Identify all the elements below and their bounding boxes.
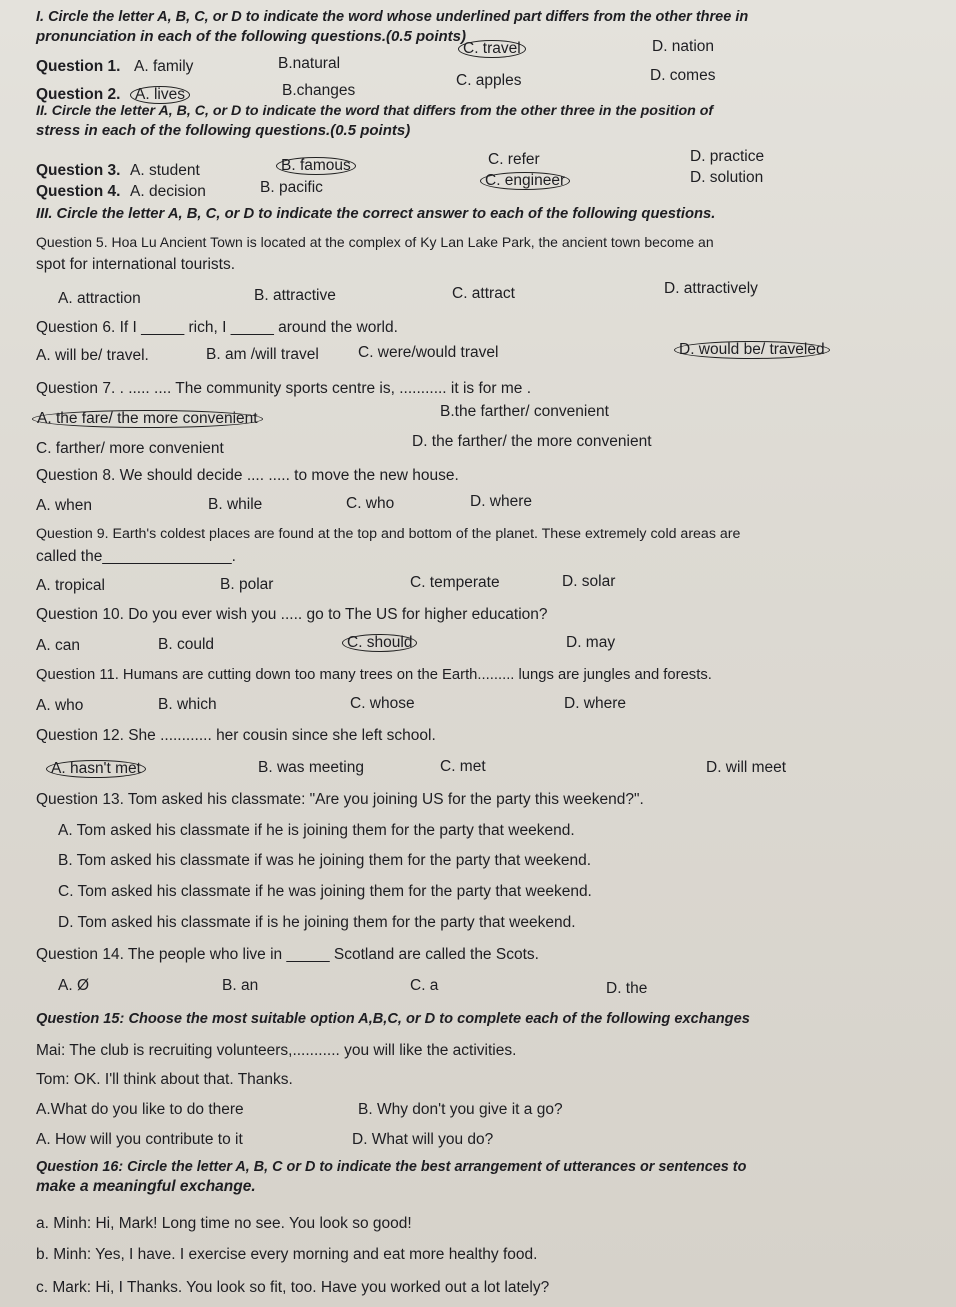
q8-text: Question 8. We should decide .... ..... to move the new house.: [36, 467, 459, 484]
q2-option-d: D. comes: [650, 67, 716, 84]
q1-selected-answer: C. travel: [458, 40, 526, 58]
q4-label: Question 4.: [36, 183, 121, 200]
q11-option-b: B. which: [158, 696, 217, 713]
q8-option-d: D. where: [470, 493, 533, 510]
q2-selected-answer: A. lives: [130, 86, 190, 104]
section-1-heading: I. Circle the letter A, B, C, or D to indicate the word whose underlined part differs from the other three in: [36, 9, 749, 25]
q12-selected-answer: A. hasn't met: [46, 760, 146, 778]
q7-option-c: C. farther/ more convenient: [36, 440, 224, 457]
q3-option-c: C. refer: [488, 151, 540, 168]
q6-option-d: [678, 341, 830, 359]
q13-option-a: A. Tom asked his classmate if he is joining them for the party that weekend.: [58, 822, 575, 839]
q14-option-d: D. the: [606, 980, 648, 997]
q6-selected-answer: D. would be/ traveled: [674, 341, 830, 359]
q10-option-a: A. can: [36, 637, 80, 654]
q5-option-c: C. attract: [452, 285, 515, 302]
q12-option-b: B. was meeting: [258, 759, 364, 776]
q6-option-a: A. will be/ travel.: [36, 347, 149, 364]
q13-option-c: C. Tom asked his classmate if he was joining them for the party that weekend.: [58, 883, 592, 900]
q1-option-c: [462, 40, 526, 58]
section-2-heading-cont: stress in each of the following questions.(0.5 points): [36, 122, 411, 139]
q1-label: Question 1.: [36, 58, 121, 75]
q7-option-d: D. the farther/ the more convenient: [412, 433, 652, 450]
section-3-heading: III. Circle the letter A, B, C, or D to indicate the correct answer to each of the following questions.: [36, 206, 716, 222]
q2-option-b: B.changes: [282, 82, 356, 99]
q12-option-d: D. will meet: [706, 759, 787, 776]
q9-option-b: B. polar: [220, 576, 274, 593]
q16-line-a: a. Minh: Hi, Mark! Long time no see. You look so good!: [36, 1215, 412, 1232]
q4-option-c: [484, 172, 570, 190]
q6-option-b: B. am /will travel: [206, 346, 319, 363]
q14-text: Question 14. The people who live in _____ Scotland are called the Scots.: [36, 946, 539, 963]
q11-option-d: D. where: [564, 695, 627, 712]
q13-option-d: D. Tom asked his classmate if is he joining them for the party that weekend.: [58, 914, 576, 931]
q5-option-b: B. attractive: [254, 287, 336, 304]
q15-option-a: A.What do you like to do there: [36, 1101, 244, 1118]
q11-text: Question 11. Humans are cutting down too many trees on the Earth......... lungs are jungles and forests.: [36, 667, 712, 683]
q12-option-a: [50, 760, 146, 778]
q3-option-b: [280, 157, 356, 175]
q7-selected-answer: A. the fare/ the more convenient: [32, 410, 263, 428]
section-1-heading-cont: pronunciation in each of the following questions.(0.5 points): [36, 28, 466, 45]
q5-option-a: A. attraction: [58, 290, 141, 307]
q5-text-cont: spot for international tourists.: [36, 256, 236, 273]
q2-option-c: C. apples: [456, 72, 522, 89]
q9-text-cont: called the_______________.: [36, 548, 236, 565]
q4-selected-answer: C. engineer: [480, 172, 570, 190]
q16-line-c: c. Mark: Hi, I Thanks. You look so fit, too. Have you worked out a lot lately?: [36, 1279, 550, 1296]
q9-text: Question 9. Earth's coldest places are found at the top and bottom of the planet. These extremely cold areas are: [36, 526, 741, 542]
q3-label: Question 3.: [36, 162, 121, 179]
q10-selected-answer: C. should: [342, 634, 417, 652]
q10-text: Question 10. Do you ever wish you ..... go to The US for higher education?: [36, 606, 548, 623]
q7-text: Question 7. . ..... .... The community sports centre is, ........... it is for me .: [36, 380, 532, 397]
q2-label: Question 2.: [36, 86, 121, 103]
q5-option-d: D. attractively: [664, 280, 758, 297]
q10-option-c: [346, 634, 417, 652]
q4-option-d: D. solution: [690, 169, 764, 186]
q8-option-a: A. when: [36, 497, 93, 514]
q9-option-a: A. tropical: [36, 577, 105, 594]
q3-option-d: D. practice: [690, 148, 765, 165]
q6-option-c: C. were/would travel: [358, 344, 499, 361]
q8-option-c: C. who: [346, 495, 395, 512]
q13-text: Question 13. Tom asked his classmate: "Are you joining US for the party this weekend?".: [36, 791, 644, 808]
q11-option-a: A. who: [36, 697, 84, 714]
q15-option-b: B. Why don't you give it a go?: [358, 1101, 563, 1118]
q4-option-a: A. decision: [130, 183, 206, 200]
q16-heading-cont: make a meaningful exchange.: [36, 1178, 256, 1195]
q15-option-d: D. What will you do?: [352, 1131, 494, 1148]
q12-text: Question 12. She ............ her cousin since she left school.: [36, 727, 436, 744]
q15-mai-line: Mai: The club is recruiting volunteers,........... you will like the activities.: [36, 1042, 517, 1059]
section-2-heading: II. Circle the letter A, B, C, or D to indicate the word that differs from the other three in the position of: [36, 103, 714, 119]
q11-option-c: C. whose: [350, 695, 415, 712]
q9-option-d: D. solar: [562, 573, 616, 590]
q1-option-a: A. family: [134, 58, 194, 75]
q14-option-a: A. Ø: [58, 977, 90, 994]
q14-option-b: B. an: [222, 977, 259, 994]
q15-heading: Question 15: Choose the most suitable option A,B,C, or D to complete each of the following exchanges: [36, 1011, 750, 1027]
q9-option-c: C. temperate: [410, 574, 500, 591]
q8-option-b: B. while: [208, 496, 263, 513]
q10-option-b: B. could: [158, 636, 215, 653]
q10-option-d: D. may: [566, 634, 616, 651]
q15-option-c: A. How will you contribute to it: [36, 1131, 243, 1148]
q3-selected-answer: B. famous: [276, 157, 356, 175]
q7-option-b: B.the farther/ convenient: [440, 403, 609, 420]
q5-text: Question 5. Hoa Lu Ancient Town is located at the complex of Ky Lan Lake Park, the ancient town become an: [36, 234, 714, 250]
q4-option-b: B. pacific: [260, 179, 323, 196]
q12-option-c: C. met: [440, 758, 486, 775]
q1-option-b: B.natural: [278, 55, 341, 72]
q1-option-d: D. nation: [652, 38, 715, 55]
q16-heading: Question 16: Circle the letter A, B, C or D to indicate the best arrangement of utterances or sentences to: [36, 1159, 747, 1175]
q7-option-a: [36, 410, 263, 428]
q6-text: Question 6. If I _____ rich, I _____ around the world.: [36, 319, 398, 336]
q15-tom-line: Tom: OK. I'll think about that. Thanks.: [36, 1071, 293, 1088]
q13-option-b: B. Tom asked his classmate if was he joining them for the party that weekend.: [58, 852, 592, 869]
q3-option-a: A. student: [130, 162, 200, 179]
q14-option-c: C. a: [410, 977, 439, 994]
q16-line-b: b. Minh: Yes, I have. I exercise every morning and eat more healthy food.: [36, 1246, 538, 1263]
